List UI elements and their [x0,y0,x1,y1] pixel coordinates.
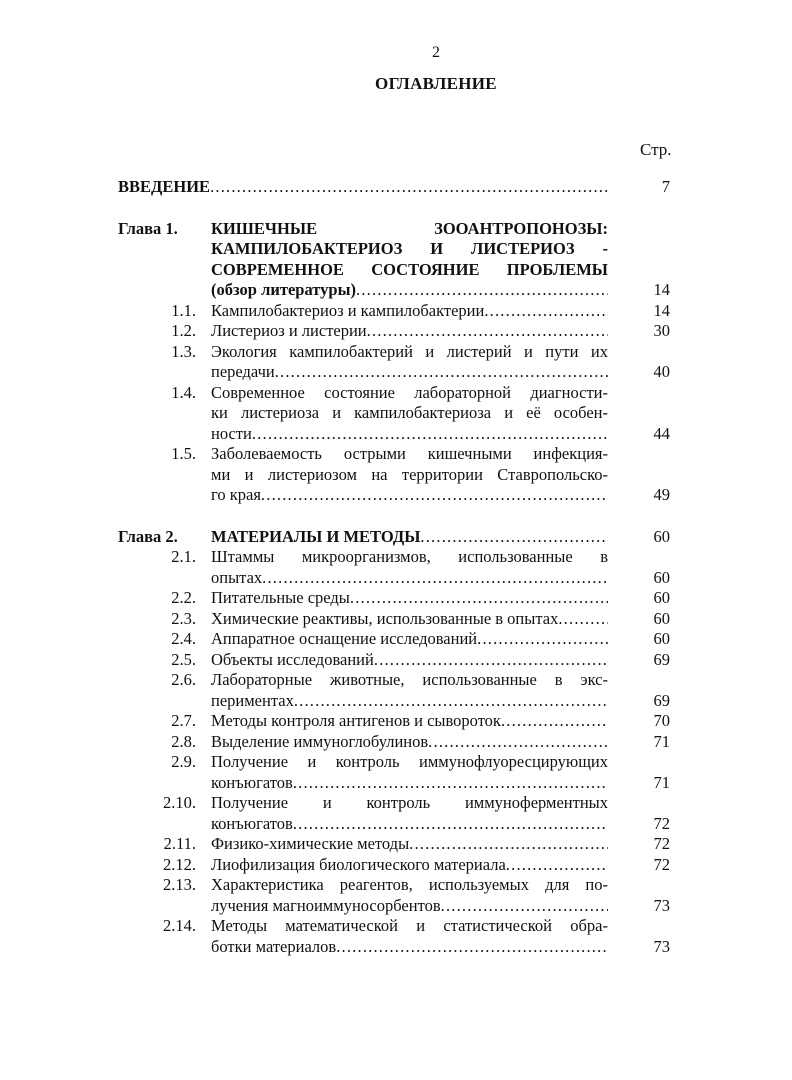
toc-section-entry [118,732,670,753]
dot-leader [293,814,608,835]
toc-section-entry [118,609,670,630]
entry-title [118,177,608,198]
entry-page-number: 40 [653,362,670,381]
entry-title-text: (обзор литературы) [211,280,356,299]
entry-number: 2.6. [171,670,196,689]
entry-page-number: 72 [653,854,670,874]
entry-title-line [211,362,608,383]
entry-title-text: Заболеваемость острыми кишечными инфекция- [211,444,608,463]
entry-title-text: МАТЕРИАЛЫ И МЕТОДЫ [211,526,421,546]
entry-title [211,444,608,506]
dot-leader [262,568,608,589]
toc-section-entry [118,855,670,876]
entry-title-line [211,773,608,794]
entry-title [211,629,608,650]
dot-leader [294,691,608,712]
entry-page-number: 44 [653,423,670,443]
entry-number: 2.7. [171,711,196,730]
entry-page-number: 60 [653,567,670,587]
entry-page-number: 73 [653,895,670,915]
entry-title [211,527,608,548]
entry-title-line [211,321,608,342]
entry-title-line [211,301,608,322]
entry-number: 2.3. [171,608,196,628]
entry-title-text: лучения магноиммуносорбентов [211,895,441,915]
dot-leader [275,362,608,383]
entry-title [211,650,608,671]
entry-title-text: ки листериоза и кампилобактериоза и её особен- [211,403,608,422]
entry-title [211,752,608,793]
entry-number: 2.14. [163,916,196,935]
toc-section-entry [118,342,670,383]
toc-section-entry [118,650,670,671]
entry-title-line [211,629,608,650]
entry-title-text: Получение и контроль иммуноферментных [211,793,608,812]
page-number: 2 [432,44,440,61]
entry-title-line [211,403,608,424]
entry-title-text: Химические реактивы, использованные в опытах [211,608,559,628]
entry-number: 1.3. [171,341,196,361]
entry-number: 2.11. [163,834,196,853]
entry-title-text: опытах [211,567,263,587]
entry-page-number: 73 [653,936,670,956]
entry-title-text: Методы контроля антигенов и сывороток [211,711,501,730]
entry-title-text: ности [211,423,252,443]
entry-number: 1.4. [171,382,196,402]
dot-leader [558,609,608,630]
entry-title-text: Лиофилизация биологического материала [211,854,506,874]
toc-section-entry [118,834,670,855]
entry-title-line [211,793,608,814]
entry-title-line [211,691,608,712]
dot-leader [356,280,608,301]
entry-title-line [211,342,608,363]
entry-title [211,547,608,588]
entry-title [211,342,608,383]
entry-page-number: 70 [653,711,670,730]
entry-page-number: 71 [653,731,670,751]
toc-section-entry [118,752,670,793]
entry-title-line [211,855,608,876]
entry-title [211,588,608,609]
entry-page-number: 71 [653,772,670,792]
toc-section-entry [118,547,670,588]
entry-title-text: ВВЕДЕНИЕ [118,177,211,196]
dot-leader [350,588,608,609]
entry-title-line [118,177,608,198]
entry-title-line [211,896,608,917]
entry-number: 2.2. [171,588,196,607]
toc-section-entry [118,588,670,609]
page-title: ОГЛАВЛЕНИЕ [375,74,497,93]
entry-title [211,383,608,445]
entry-title-text: Объекты исследований [211,649,374,669]
entry-title-text: Получение и контроль иммунофлуоресцирующих [211,752,608,771]
dot-leader [501,711,608,732]
entry-title [211,793,608,834]
entry-title-line [211,485,608,506]
entry-page-number: 30 [653,321,670,340]
toc-section-entry [118,629,670,650]
toc-section-entry [118,321,670,342]
table-of-contents [118,177,670,957]
entry-title-text: КИШЕЧНЫЕ ЗООАНТРОПОНОЗЫ: [211,218,608,238]
entry-number: 2.5. [171,649,196,669]
entry-title-line [211,547,608,568]
entry-title [211,834,608,855]
dot-leader [261,485,608,506]
entry-title [211,875,608,916]
entry-title-text: Штаммы микроорганизмов, использованные в [211,547,608,566]
entry-title-line [211,711,608,732]
entry-number: 2.13. [163,875,196,894]
entry-title [211,916,608,957]
entry-title-text: Физико-химические методы [211,834,410,853]
entry-title-text: Аппаратное оснащение исследований [211,629,478,648]
entry-title-text: периментах [211,690,294,710]
toc-section-entry [118,875,670,916]
dot-leader [409,834,608,855]
entry-number: 2.4. [171,629,196,648]
entry-title-line [211,752,608,773]
entry-page-number: 60 [653,608,670,628]
toc-section-entry [118,793,670,834]
entry-title-line [211,937,608,958]
entry-number: 2.1. [171,547,196,566]
entry-title-text: Лабораторные животные, использованные в экс- [211,670,608,689]
entry-page-number: 7 [661,177,670,196]
entry-title-line [211,588,608,609]
entry-title-line [211,444,608,465]
entry-title-line [211,568,608,589]
entry-title-line [211,239,608,260]
entry-number: 1.2. [171,321,196,340]
entry-title-text: конъюгатов [211,813,293,833]
entry-title-text: КАМПИЛОБАКТЕРИОЗ И ЛИСТЕРИОЗ - [211,239,608,258]
entry-title-text: конъюгатов [211,772,293,792]
toc-section-entry [118,444,670,506]
toc-intro-entry [118,177,670,198]
entry-number: 1.1. [171,300,196,320]
entry-title-text: го края [211,485,261,504]
dot-leader [293,773,608,794]
dot-leader [428,732,608,753]
entry-title-text: Характеристика реагентов, используемых для по- [211,875,608,894]
entry-title-line [211,260,608,281]
entry-page-number: 69 [653,649,670,669]
entry-title-line [211,219,608,240]
dot-leader [477,629,608,650]
entry-title-line [211,916,608,937]
toc-section-entry [118,383,670,445]
entry-page-number: 14 [653,280,670,299]
dot-leader [484,301,608,322]
entry-title-text: Современное состояние лабораторной диагности- [211,382,608,402]
dot-leader [336,937,608,958]
toc-section-entry [118,670,670,711]
entry-title-line [211,650,608,671]
entry-title-text: Выделение иммуноглобулинов [211,731,429,751]
entry-title-line [211,834,608,855]
entry-title-line [211,280,608,301]
entry-page-number: 49 [653,485,670,504]
dot-leader [420,527,608,548]
entry-title-line [211,424,608,445]
entry-title [211,670,608,711]
entry-title-line [211,383,608,404]
dot-leader [374,650,608,671]
entry-title-text: ботки материалов [211,936,337,956]
entry-title-text: Питательные среды [211,588,350,607]
entry-title-text: передачи [211,362,275,381]
entry-title [211,219,608,301]
entry-number: Глава 2. [118,526,178,546]
entry-title-line [211,609,608,630]
page-column-header: Стр. [640,140,672,159]
entry-title-text: Методы математической и статистической обра- [211,916,608,935]
entry-title [211,321,608,342]
entry-page-number: 60 [653,588,670,607]
entry-title-text: Экология кампилобактерий и листерий и пути их [211,341,608,361]
entry-title-text: ми и листериозом на территории Ставропольско- [211,464,608,484]
entry-title [211,301,608,322]
toc-chapter-entry [118,219,670,301]
entry-title-line [211,732,608,753]
entry-number: Глава 1. [118,218,178,238]
entry-title-text: Кампилобактериоз и кампилобактерии [211,300,485,320]
toc-section-entry [118,916,670,957]
entry-title-text: СОВРЕМЕННОЕ СОСТОЯНИЕ ПРОБЛЕМЫ [211,259,608,279]
entry-title-line [211,875,608,896]
dot-leader [252,424,608,445]
entry-title [211,732,608,753]
entry-number: 2.8. [171,731,196,751]
entry-title-line [211,465,608,486]
entry-title-text: Листериоз и листерии [211,321,367,340]
entry-page-number: 69 [653,690,670,710]
entry-page-number: 60 [653,526,670,546]
entry-title [211,855,608,876]
entry-page-number: 14 [653,300,670,320]
entry-page-number: 72 [653,834,670,853]
entry-title-line [211,814,608,835]
toc-chapter-entry [118,527,670,548]
entry-title [211,711,608,732]
dot-leader [506,855,608,876]
toc-section-entry [118,711,670,732]
entry-title-line [211,670,608,691]
entry-number: 1.5. [171,444,196,463]
dot-leader [210,177,608,198]
entry-title-line [211,527,608,548]
entry-page-number: 60 [653,629,670,648]
dot-leader [367,321,608,342]
dot-leader [441,896,608,917]
entry-page-number: 72 [653,813,670,833]
toc-section-entry [118,301,670,322]
entry-number: 2.9. [171,752,196,771]
entry-title [211,609,608,630]
entry-number: 2.12. [163,854,196,874]
entry-number: 2.10. [163,793,196,812]
